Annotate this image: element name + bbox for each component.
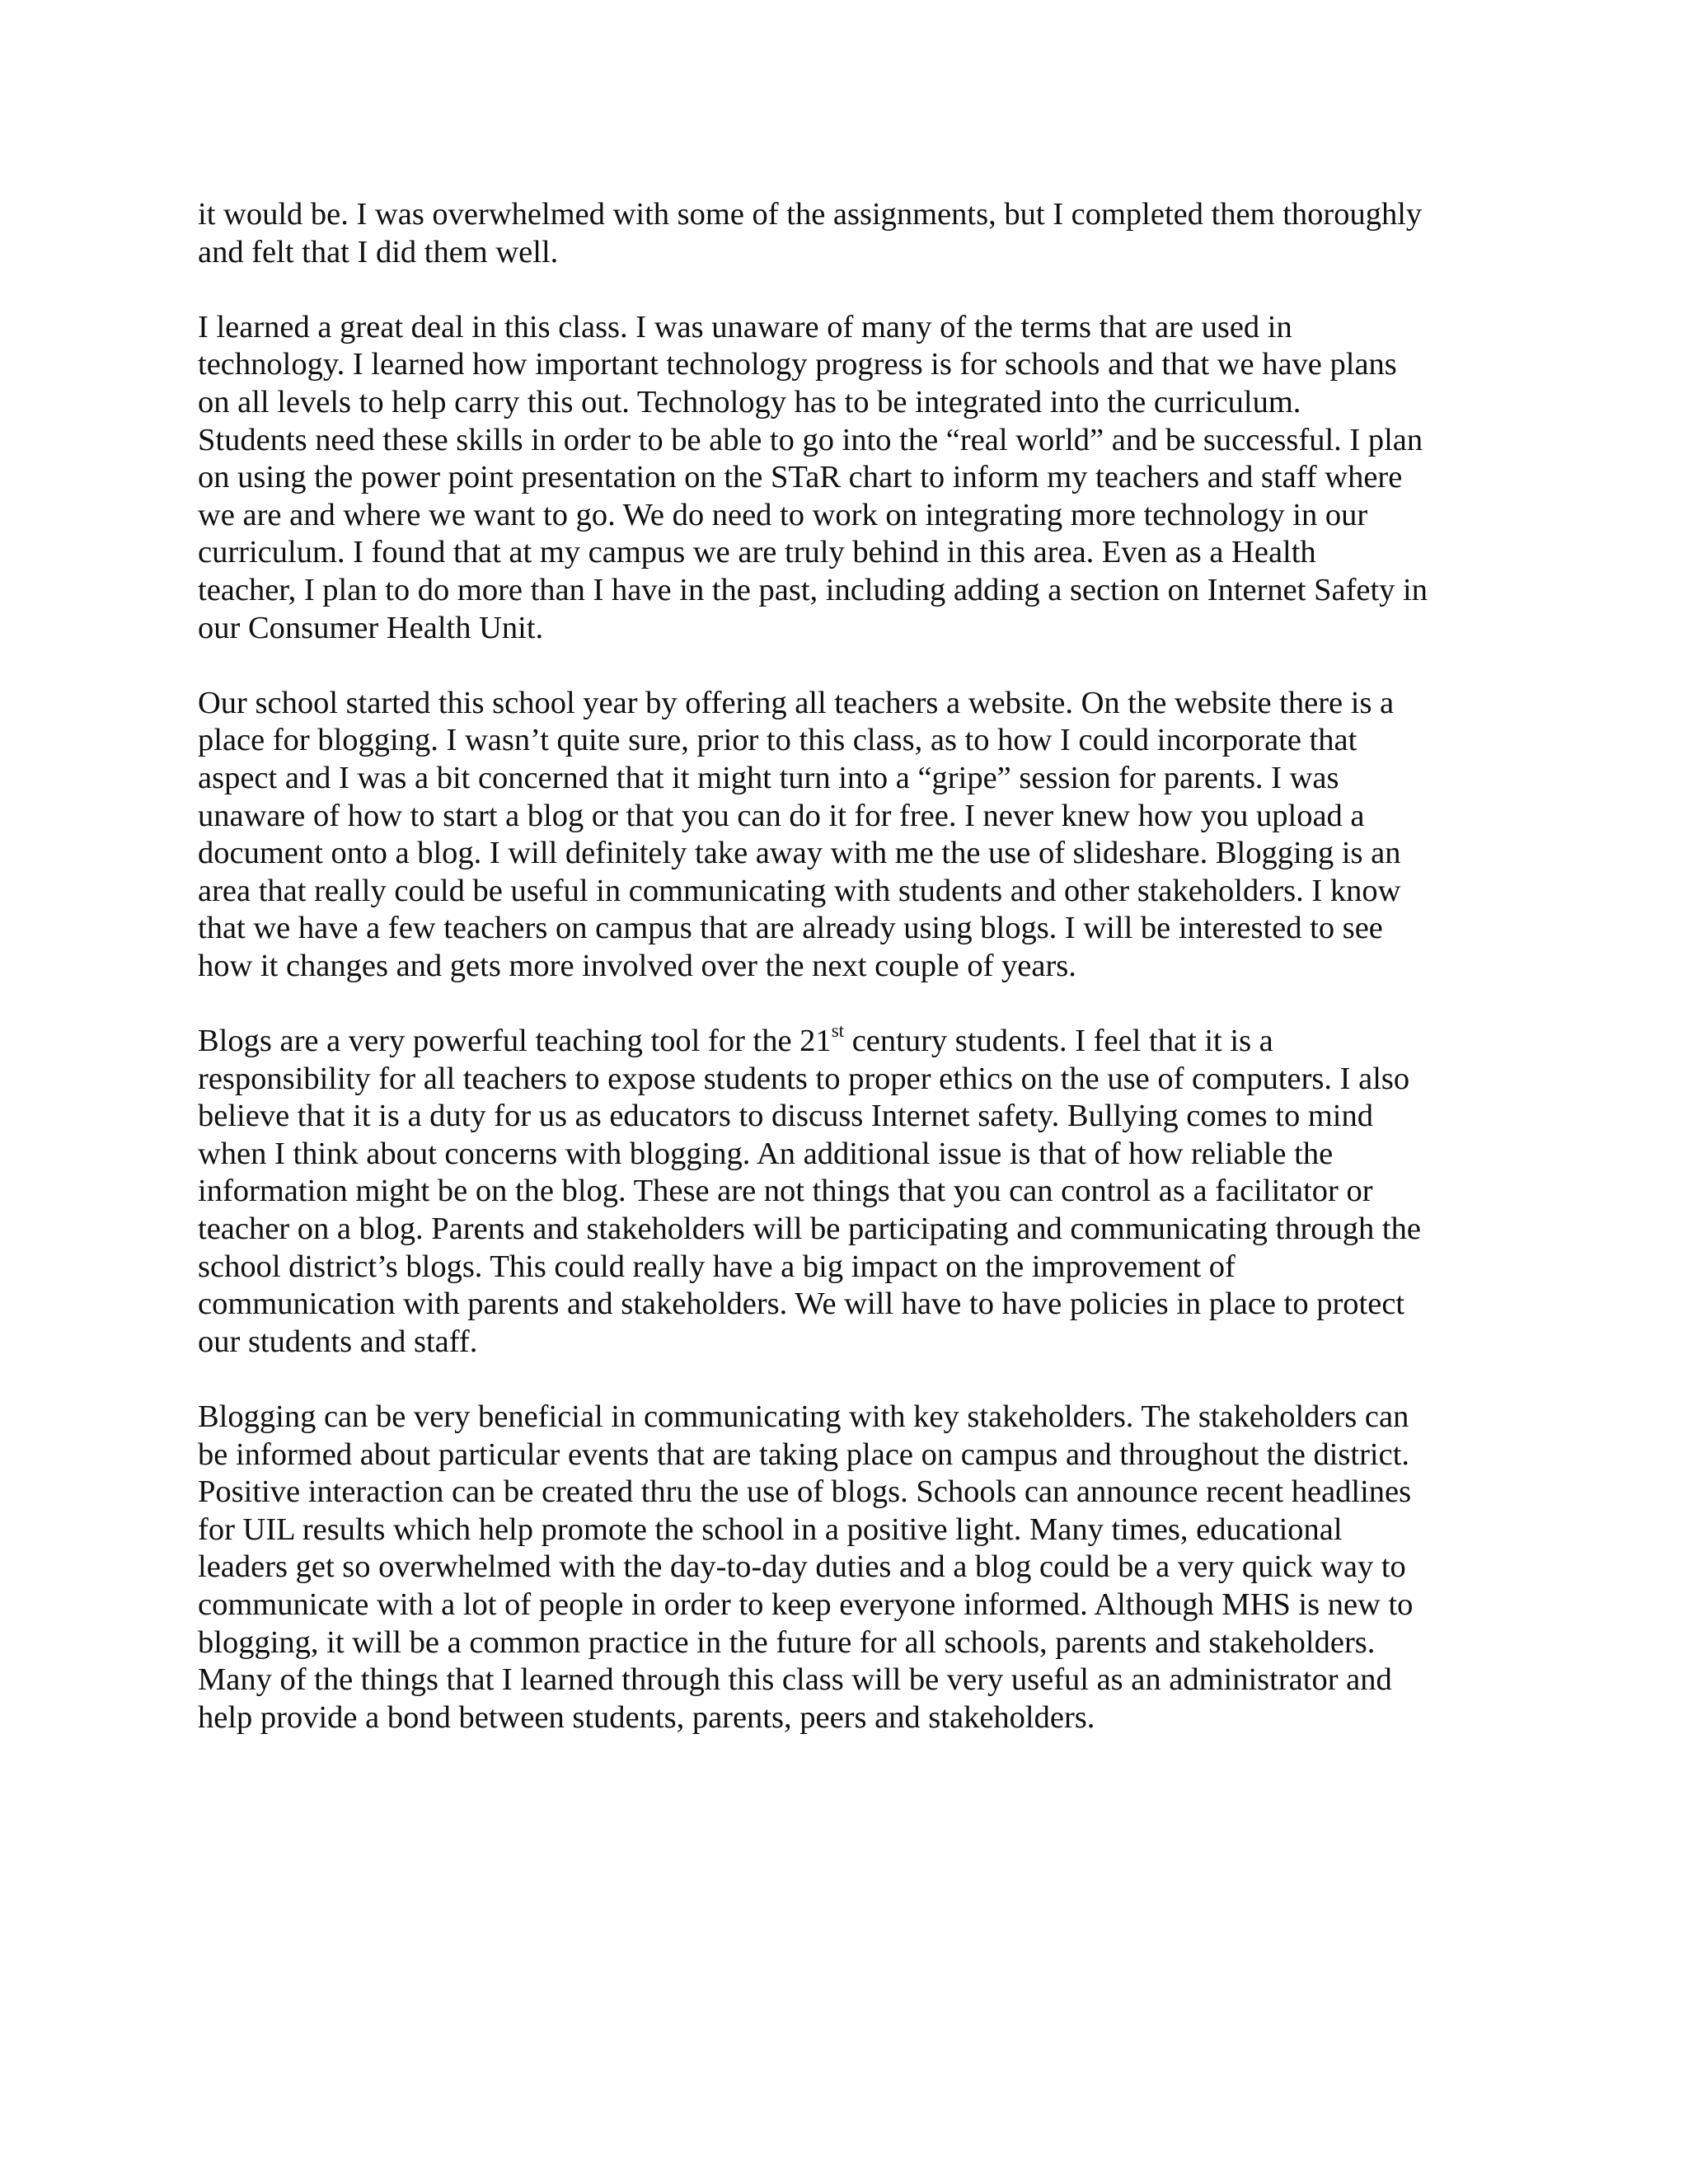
paragraph-5 [198,1399,1500,1736]
paragraph-1 [198,196,1500,271]
text-line: Our school started this school year by offering all teachers a website. On the website there is a [198,685,1395,720]
document-body [198,196,1500,1774]
text-line: believe that it is a duty for us as educators to discuss Internet safety. Bullying comes to mind [198,1099,1373,1134]
paragraph-2 [198,309,1500,647]
text-line: I learned a great deal in this class. I was unaware of many of the terms that are used in [198,309,1292,344]
text-line: document onto a blog. I will definitely take away with me the use of slideshare. Blogging is an [198,836,1401,871]
text-line: unaware of how to start a blog or that you can do it for free. I never knew how you upload a [198,798,1365,833]
text-line: for UIL results which help promote the school in a positive light. Many times, educational [198,1511,1343,1547]
text-run: century students. I feel that it is a [844,1024,1273,1059]
text-line: place for blogging. I wasn’t quite sure, prior to this class, as to how I could incorporate that [198,723,1357,758]
text-line: communicate with a lot of people in order to keep everyone informed. Although MHS is new to [198,1586,1414,1622]
text-line: aspect and I was a bit concerned that it might turn into a “gripe” session for parents. I was [198,760,1339,795]
text-line: responsibility for all teachers to expose students to proper ethics on the use of computers. I also [198,1061,1410,1096]
text-line: it would be. I was overwhelmed with some of the assignments, but I completed them thoroughly [198,197,1423,232]
paragraph-4 [198,1019,1500,1361]
text-line: communication with parents and stakeholders. We will have to have policies in place to protect [198,1286,1405,1322]
text-line: our Consumer Health Unit. [198,610,544,645]
text-line: we are and where we want to go. We do need to work on integrating more technology in our [198,497,1368,532]
text-line: on all levels to help carry this out. Technology has to be integrated into the curriculum. [198,384,1301,419]
text-line: Blogging can be very beneficial in communicating with key stakeholders. The stakeholders can [198,1399,1409,1434]
text-line: information might be on the blog. These are not things that you can control as a facilitator or [198,1174,1373,1209]
text-line: Positive interaction can be created thru the use of blogs. Schools can announce recent headlines [198,1474,1412,1510]
text-line: Students need these skills in order to be able to go into the “real world” and be successful. I plan [198,422,1423,457]
text-line: curriculum. I found that at my campus we are truly behind in this area. Even as a Health [198,535,1316,570]
text-line: be informed about particular events that are taking place on campus and throughout the district. [198,1436,1410,1472]
text-line: on using the power point presentation on the STaR chart to inform my teachers and staff where [198,460,1403,495]
text-line: when I think about concerns with blogging. An additional issue is that of how reliable the [198,1136,1334,1171]
text-line: leaders get so overwhelmed with the day-to-day duties and a blog could be a very quick way to [198,1549,1406,1585]
superscript: st [831,1019,845,1041]
text-line: school district’s blogs. This could really have a big impact on the improvement of [198,1249,1236,1284]
text-run: Blogs are a very powerful teaching tool for the 21 [198,1024,832,1059]
text-line: blogging, it will be a common practice in the future for all schools, parents and stakeholders. [198,1624,1376,1660]
text-line: how it changes and gets more involved over the next couple of years. [198,948,1076,983]
paragraph-3 [198,685,1500,986]
text-line: and felt that I did them well. [198,234,559,269]
text-line: teacher, I plan to do more than I have in the past, including adding a section on Internet Safety in [198,572,1428,607]
text-line: help provide a bond between students, parents, peers and stakeholders. [198,1699,1095,1735]
text-line: teacher on a blog. Parents and stakeholders will be participating and communicating through the [198,1212,1421,1247]
text-line: that we have a few teachers on campus that are already using blogs. I will be interested to see [198,911,1383,946]
text-line: our students and staff. [198,1324,478,1359]
text-line: Many of the things that I learned through this class will be very useful as an administrator and [198,1662,1392,1698]
text-line: technology. I learned how important technology progress is for schools and that we have plans [198,347,1397,382]
text-line: area that really could be useful in communicating with students and other stakeholders. I know [198,873,1401,908]
text-line [198,1019,1500,1061]
